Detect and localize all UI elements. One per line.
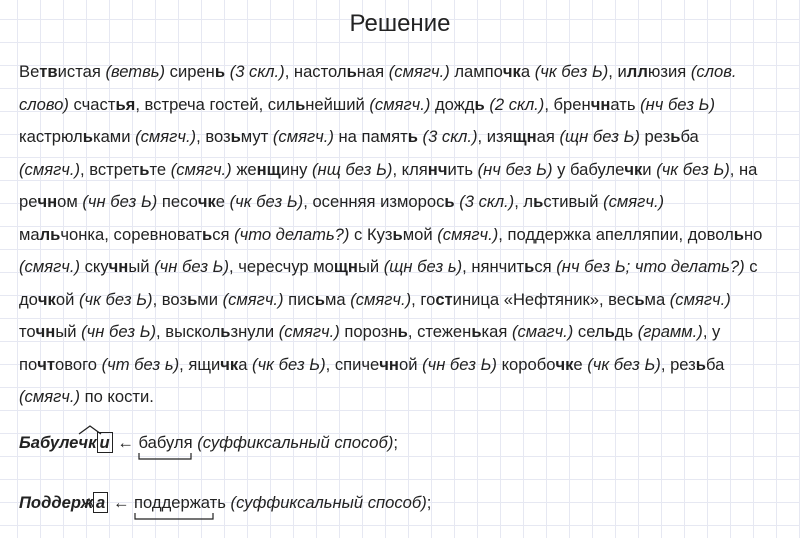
plain-text: , поддержка апелляпии, довол <box>498 224 734 244</box>
suffix-text: чк <box>78 433 97 452</box>
highlight-letters: ь <box>524 257 535 276</box>
derivation-arrow: ← <box>117 433 134 452</box>
plain-text: песо <box>157 192 198 211</box>
plain-text: , стежен <box>407 322 472 341</box>
note-text: (чн без Ь) <box>82 192 158 211</box>
highlight-letters: тв <box>39 62 58 81</box>
end-punct: ; <box>426 493 432 512</box>
highlight-letters: ь <box>82 127 93 146</box>
highlight-letters: ь <box>295 94 306 114</box>
note-text: слово) <box>19 94 69 114</box>
highlight-letters: ь <box>214 62 226 81</box>
plain-text: иница «Нефтяник», вес <box>452 289 635 309</box>
plain-text: , встрет <box>79 159 140 179</box>
note-text: (ветвь) <box>105 62 166 81</box>
plain-text: , спиче <box>325 354 380 374</box>
note-text: (3 скл.) <box>229 62 285 81</box>
highlight-letters: щн <box>333 257 358 276</box>
plain-text: но <box>743 224 763 244</box>
highlight-letters: чк <box>197 192 216 211</box>
plain-text: на памят <box>333 127 408 146</box>
plain-text: ой <box>55 289 79 309</box>
highlight-letters: чн <box>379 354 399 374</box>
highlight-letters: чн <box>590 94 611 114</box>
text-line <box>19 316 789 349</box>
note-text: (что делать?) <box>234 224 350 244</box>
note-text: (смягч.) <box>388 62 450 81</box>
text-line <box>19 56 789 89</box>
text-line <box>19 381 789 414</box>
plain-text: порозн <box>339 322 398 341</box>
highlight-letters: ль <box>39 224 61 244</box>
plain-text: сирен <box>165 62 215 81</box>
note-text: (нч без Ь) <box>640 94 715 114</box>
plain-text: ма <box>19 224 40 244</box>
text-line <box>19 89 789 122</box>
plain-text: ма <box>324 289 351 309</box>
text-line <box>19 349 789 382</box>
note-text: (смягч.) <box>19 257 80 276</box>
note-text: (смягч.) <box>135 127 197 146</box>
note-text: (3 скл.) <box>422 127 478 146</box>
plain-text: юзия <box>647 62 691 81</box>
note-text: (грамм.) <box>637 322 703 341</box>
plain-text: , и <box>608 62 627 81</box>
highlight-letters: чт <box>37 354 55 374</box>
note-text: (смягч.) <box>603 192 665 211</box>
zero-suffix-caret-icon <box>84 498 94 508</box>
note-text: (чк без Ь) <box>229 192 304 211</box>
note-text: (смягч.) <box>222 289 284 309</box>
note-text: (чк без Ь) <box>534 62 609 81</box>
plain-text: , чересчур мо <box>229 257 334 276</box>
plain-text: то <box>19 322 36 341</box>
plain-text: , кля <box>392 159 428 179</box>
plain-text: дь <box>614 322 638 341</box>
plain-text: коробо <box>496 354 556 374</box>
note-text: (смягч.) <box>19 387 80 406</box>
highlight-letters: ь <box>392 224 403 244</box>
base-word <box>138 433 192 453</box>
plain-text: , изя <box>477 127 513 146</box>
plain-text: ми <box>197 289 223 309</box>
highlight-letters: ь <box>533 192 544 211</box>
plain-text: а <box>238 354 253 374</box>
note-text: (нч без Ь) <box>477 159 553 179</box>
plain-text: ый <box>357 257 384 276</box>
plain-text: и <box>642 159 657 179</box>
plain-text: , брен <box>544 94 591 114</box>
text-line <box>19 186 789 219</box>
word-root: Поддерж <box>19 493 93 512</box>
plain-text: лампо <box>449 62 503 81</box>
note-text: (чк без Ь) <box>252 354 326 374</box>
stem-underline-icon <box>134 512 214 520</box>
base-word-text: бабуля <box>138 433 193 452</box>
derivation-babulechki <box>19 432 398 453</box>
derivation-method: (суффиксальный способ) <box>197 433 394 452</box>
derivation-podderzhka <box>19 492 431 513</box>
highlight-letters: чк <box>624 159 643 179</box>
plain-text: ная <box>356 62 389 81</box>
highlight-letters: чк <box>37 289 56 309</box>
highlight-letters: ь <box>670 127 681 146</box>
highlight-letters: ь <box>695 354 706 374</box>
highlight-letters: ь <box>220 322 231 341</box>
note-text: (щн без Ь) <box>559 127 640 146</box>
note-text: (щн без ь) <box>383 257 463 276</box>
text-line <box>19 154 789 187</box>
word-root: Бабуле <box>19 433 79 452</box>
plain-text: по <box>19 354 38 374</box>
note-text: (чк без Ь) <box>78 289 153 309</box>
base-word-text: поддержать <box>134 493 226 512</box>
plain-text: счаст <box>68 94 116 114</box>
plain-text: стивый <box>543 192 604 211</box>
plain-text: е <box>215 192 230 211</box>
plain-text: знули <box>230 322 279 341</box>
plain-text: нейший <box>305 94 370 114</box>
plain-text: те <box>149 159 171 179</box>
plain-text: чонка, соревноват <box>60 224 202 244</box>
highlight-letters: ь <box>187 289 198 309</box>
plain-text: , воз <box>196 127 231 146</box>
note-text: (смягч.) <box>437 224 499 244</box>
highlight-letters: ь <box>733 224 744 244</box>
highlight-letters: чн <box>37 192 58 211</box>
note-text: (чн без Ь) <box>154 257 230 276</box>
note-text: (смягч.) <box>170 159 232 179</box>
note-text: (3 скл.) <box>459 192 515 211</box>
plain-text: истая <box>57 62 106 81</box>
highlight-letters: лл <box>626 62 648 81</box>
plain-text: ой <box>398 354 423 374</box>
plain-text: ками <box>92 127 136 146</box>
plain-text: , го <box>411 289 436 309</box>
text-line <box>19 219 789 252</box>
highlight-letters: ь <box>139 159 150 179</box>
plain-text: , рез <box>660 354 696 374</box>
plain-text: мут <box>240 127 273 146</box>
highlight-letters: нч <box>427 159 448 179</box>
plain-text: , настол <box>284 62 347 81</box>
plain-text: ый <box>128 257 155 276</box>
plain-text: кастрюл <box>19 127 83 146</box>
plain-text: , на <box>729 159 758 179</box>
base-word <box>134 493 226 513</box>
plain-text: , осенняя изморос <box>303 192 445 211</box>
plain-text: у бабуле <box>552 159 625 179</box>
plain-text: , ящи <box>179 354 221 374</box>
note-text: (чк без Ь) <box>587 354 661 374</box>
plain-text: ба <box>705 354 725 374</box>
note-text: (чт без ь) <box>101 354 180 374</box>
plain-text: ма <box>644 289 670 309</box>
plain-text: , нянчит <box>462 257 525 276</box>
plain-text: сел <box>573 322 605 341</box>
text-line <box>19 121 789 154</box>
text-line <box>19 251 789 284</box>
plain-text: , у <box>702 322 721 341</box>
note-text: (смягч.) <box>19 159 80 179</box>
highlight-letters: ь <box>397 322 408 341</box>
plain-text: ску <box>79 257 109 276</box>
plain-text: ать <box>610 94 641 114</box>
plain-text: ая <box>536 127 560 146</box>
text-line <box>19 284 789 317</box>
plain-text: , выскол <box>156 322 221 341</box>
highlight-letters: ь <box>444 192 455 211</box>
page-title: Решение <box>349 10 451 37</box>
highlight-letters: чн <box>108 257 129 276</box>
ending-box: и <box>97 432 113 453</box>
note-text: (смагч.) <box>511 322 574 341</box>
highlight-letters: нщ <box>256 159 281 179</box>
highlight-letters: ст <box>435 289 453 309</box>
note-text: (2 скл.) <box>489 94 545 114</box>
highlight-letters: чк <box>555 354 574 374</box>
note-text: (смягч.) <box>669 289 731 309</box>
highlight-letters: чн <box>35 322 56 341</box>
note-text: (смягч.) <box>369 94 431 114</box>
highlight-letters: ь <box>634 289 645 309</box>
highlight-letters: ь <box>604 322 615 341</box>
highlight-letters: щн <box>512 127 537 146</box>
note-text: (нч без Ь; что делать?) <box>556 257 745 276</box>
solution-text <box>19 56 789 414</box>
highlight-letters: чк <box>220 354 239 374</box>
note-text: (смягч.) <box>272 127 334 146</box>
plain-text: с <box>744 257 758 276</box>
derivation-method: (суффиксальный способ) <box>230 493 427 512</box>
end-punct: ; <box>393 433 399 452</box>
plain-text: , воз <box>152 289 188 309</box>
plain-text: ся <box>534 257 557 276</box>
derivation-arrow: ← <box>112 493 130 512</box>
stem-underline-icon <box>138 452 192 460</box>
highlight-letters: ь <box>474 94 485 114</box>
plain-text: ину <box>280 159 313 179</box>
plain-text: а <box>520 62 535 81</box>
plain-text: е <box>573 354 588 374</box>
note-text: (чн без Ь) <box>81 322 157 341</box>
plain-text: по кости. <box>79 387 154 406</box>
highlight-letters: ь <box>346 62 357 81</box>
plain-text: ба <box>680 127 699 146</box>
plain-text: ся <box>212 224 235 244</box>
note-text: (чн без Ь) <box>422 354 497 374</box>
highlight-letters: ь <box>407 127 418 146</box>
plain-text: ом <box>57 192 83 211</box>
plain-text: же <box>231 159 257 179</box>
note-text: (смягч.) <box>278 322 340 341</box>
highlight-letters: чк <box>502 62 521 81</box>
highlight-letters: ь <box>230 127 241 146</box>
plain-text: Ве <box>19 62 40 81</box>
ending-box: а <box>93 492 108 513</box>
plain-text: мой <box>402 224 438 244</box>
suffix-caret-icon <box>78 425 102 435</box>
plain-text: ить <box>447 159 478 179</box>
note-text: (слов. <box>690 62 737 81</box>
highlight-letters: ь <box>314 289 325 309</box>
plain-text: кая <box>481 322 512 341</box>
highlight-letters: ья <box>115 94 136 114</box>
plain-text: , л <box>514 192 534 211</box>
note-text: (чк без Ь) <box>656 159 730 179</box>
plain-text: ового <box>54 354 102 374</box>
plain-text: ый <box>55 322 82 341</box>
plain-text: до <box>19 289 38 309</box>
plain-text: , встреча гостей, сил <box>135 94 296 114</box>
note-text: (нщ без Ь) <box>312 159 393 179</box>
plain-text: дожд <box>430 94 475 114</box>
plain-text: ре <box>19 192 38 211</box>
plain-text: пис <box>283 289 315 309</box>
plain-text: рез <box>639 127 671 146</box>
highlight-letters: ь <box>201 224 213 244</box>
highlight-letters: ь <box>471 322 482 341</box>
note-text: (смягч.) <box>350 289 412 309</box>
suffix-mark <box>78 433 96 453</box>
plain-text: с Куз <box>349 224 393 244</box>
